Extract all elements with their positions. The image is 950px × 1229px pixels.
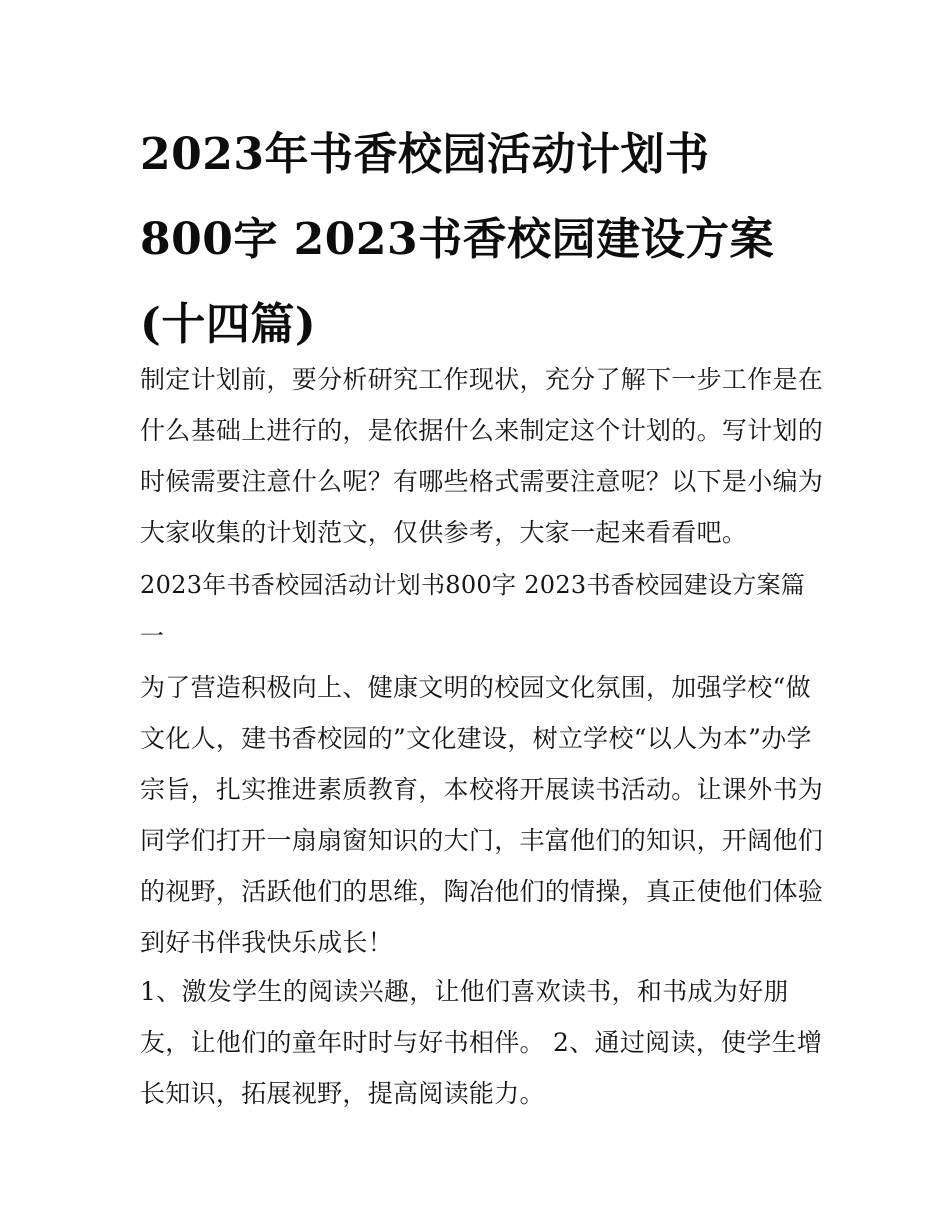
text-line: 制定计划前，要分析研究工作现状，充分了解下一步工作是在 (140, 365, 824, 394)
text-line: 的视野，活跃他们的思维，陶冶他们的情操，真正使他们体验 (140, 877, 824, 906)
text-line: 文化人，建书香校园的”文化建设，树立学校“以人为本”办学 (140, 724, 812, 753)
text-line: 为了营造积极向上、健康文明的校园文化氛围，加强学校“做 (140, 673, 811, 702)
text-line: 1、激发学生的阅读兴趣，让他们喜欢读书，和书成为好朋 (140, 977, 789, 1006)
text-line: 到好书伴我快乐成长！ (140, 928, 394, 957)
section-heading (140, 560, 820, 662)
text-line: 宗旨，扎实推进素质教育，本校将开展读书活动。让课外书为 (140, 775, 824, 804)
document-title (140, 112, 830, 367)
title-line: 800字 2023书香校园建设方案 (140, 214, 775, 265)
text-line: 2023年书香校园活动计划书800字 2023书香校园建设方案篇 (140, 571, 806, 599)
text-line: 大家收集的计划范文，仅供参考，大家一起来看看吧。 (140, 518, 748, 547)
title-line: 2023年书香校园活动计划书 (140, 129, 710, 180)
text-line: 一 (140, 622, 165, 650)
text-line: 友，让他们的童年时时与好书相伴。 2、通过阅读，使学生增 (140, 1028, 823, 1057)
intro-paragraph (140, 354, 824, 558)
text-line: 什么基础上进行的，是依据什么来制定这个计划的。写计划的 (140, 416, 824, 445)
text-line: 长知识，拓展视野，提高阅读能力。 (140, 1079, 545, 1108)
text-line: 同学们打开一扇扇窗知识的大门，丰富他们的知识，开阔他们 (140, 826, 824, 855)
text-line: 时候需要注意什么呢？有哪些格式需要注意呢？以下是小编为 (140, 467, 824, 496)
objectives-paragraph (140, 966, 823, 1119)
body-paragraph (140, 662, 824, 968)
title-line: (十四篇) (140, 299, 317, 350)
